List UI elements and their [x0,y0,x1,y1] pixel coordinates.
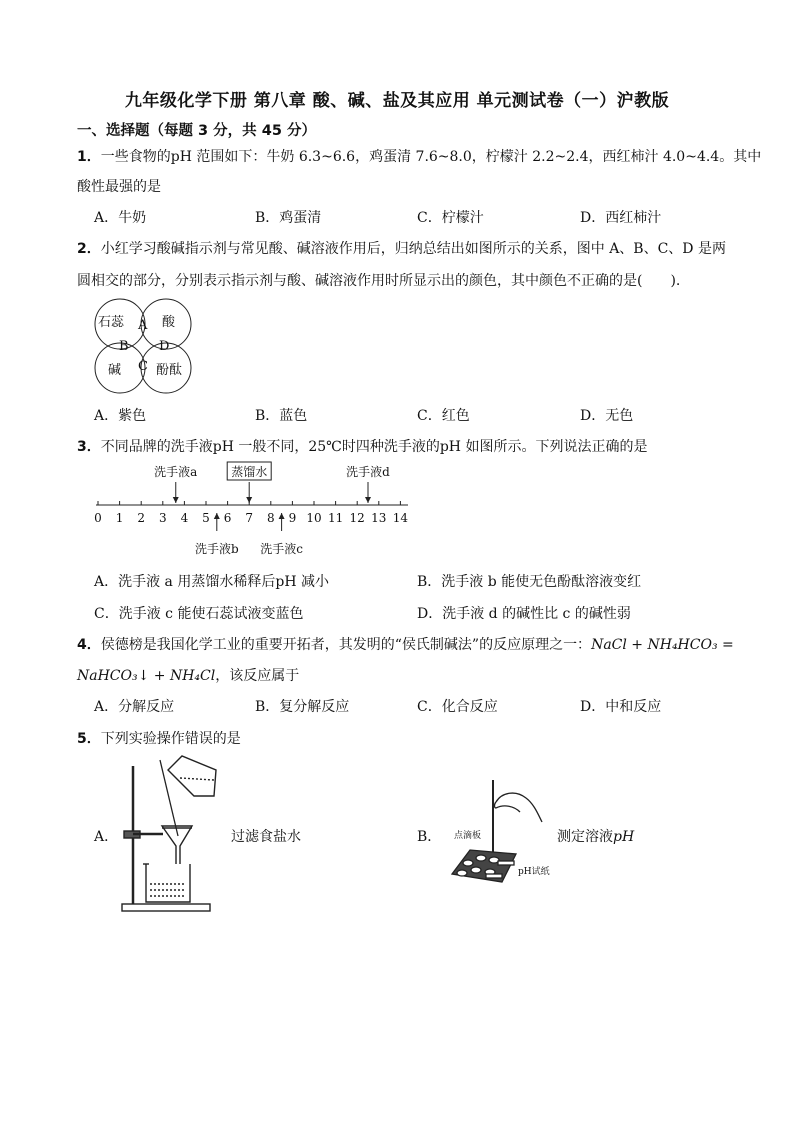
question-5-number: 5． [77,731,101,747]
q5-caption-filtration: 过滤食盐水 [231,829,301,845]
ph-paper-label: pH试纸 [518,867,550,877]
question-1-line-1 [77,146,761,166]
ph-marker-c-arrowhead [279,513,285,519]
venn-region-a: A [138,318,148,333]
ph-tick-label: 6 [223,511,232,525]
question-4-stem-2: ，该反应属于 [215,668,300,684]
question-5-line-1 [77,728,241,748]
q1-option-b[interactable]: B．鸡蛋清 [255,210,322,226]
question-4-line-2 [77,665,299,685]
question-2-stem-2: 圆相交的部分，分别表示指示剂与酸、碱溶液作用时所显示出的颜色，其中颜色不正确的是( ). [77,273,681,289]
q2-option-d[interactable]: D．无色 [580,408,634,424]
ph-tick-label: 9 [288,511,297,525]
venn-label-acid: 酸 [162,315,176,330]
question-4-number: 4． [77,637,101,653]
ph-tick-label: 7 [245,511,254,525]
q1-option-d[interactable]: D．西红柿汁 [580,210,662,226]
ph-tick-label: 1 [115,511,124,525]
q4-option-a[interactable]: A．分解反应 [94,699,175,715]
spot-plate-label: 点滴板 [454,831,482,841]
ph-marker-b-arrowhead [214,513,220,519]
question-3-number: 3． [77,439,101,455]
ph-marker-d-arrowhead [365,497,371,503]
q1-option-c[interactable]: C．柠檬汁 [417,210,484,226]
indicator-venn-diagram [92,298,198,398]
ph-tick-label: 13 [371,511,387,525]
ph-marker-a-arrowhead [173,497,179,503]
venn-label-base: 碱 [108,363,122,378]
q4-option-b[interactable]: B．复分解反应 [255,699,350,715]
q5-option-b[interactable]: B． [417,829,442,845]
filtration-apparatus-figure [118,756,218,916]
ph-marker-c-label: 洗手液c [260,542,303,556]
ph-marker-a-label: 洗手液a [154,465,198,479]
ph-marker-water-arrowhead [246,497,252,503]
q3-option-b[interactable]: B．洗手液 b 能使无色酚酞溶液变红 [417,574,642,590]
question-2-number: 2． [77,241,101,257]
ph-tick-label: 3 [158,511,167,525]
q3-option-c[interactable]: C．洗手液 c 能使石蕊试液变蓝色 [94,606,304,622]
ph-tick-label: 12 [349,511,365,525]
ph-marker-water-label: 蒸馏水 [231,465,268,479]
venn-region-b: B [119,339,129,354]
ph-marker-d-label: 洗手液d [346,465,390,479]
q3-option-a[interactable]: A．洗手液 a 用蒸馏水稀释后pH 减小 [94,574,329,590]
q2-option-b[interactable]: B．蓝色 [255,408,308,424]
q2-option-a[interactable]: A．紫色 [94,408,147,424]
question-4-equation-part-2: NaHCO₃↓ + NH₄Cl [77,668,216,684]
q5-option-a[interactable]: A． [94,829,119,845]
ph-tick-label: 8 [266,511,275,525]
question-4-stem-1: 侯德榜是我国化学工业的重要开拓者，其发明的“侯氏制碱法”的反应原理之一： [100,637,592,653]
ph-tick-label: 11 [327,511,344,525]
q4-option-c[interactable]: C．化合反应 [417,699,498,715]
question-2-stem-1: 小红学习酸碱指示剂与常见酸、碱溶液作用后，归纳总结出如图所示的关系，图中 A、B、C、D 是两 [100,241,726,257]
venn-label-phenolphthalein: 酚酞 [156,363,183,378]
q2-option-c[interactable]: C．红色 [417,408,470,424]
question-1-stem-1: 一些食物的pH 范围如下：牛奶 6.3~6.6，鸡蛋清 7.6~8.0，柠檬汁 2.2~2.4，西红柿汁 4.0~4.4。其中 [100,149,762,165]
ph-tick-label: 5 [202,511,210,525]
question-2-line-1 [77,238,726,258]
question-5-stem-1: 下列实验操作错误的是 [100,731,241,747]
question-3-stem-1: 不同品牌的洗手液pH 一般不同，25℃时四种洗手液的pH 如图所示。下列说法正确的是 [100,439,648,455]
page-title: 九年级化学下册 第八章 酸、碱、盐及其应用 单元测试卷（一）沪教版 [124,91,670,111]
venn-region-d: D [159,339,170,354]
ph-test-apparatus-figure [446,778,550,888]
ph-tick-label: 10 [306,511,322,525]
question-1-number: 1． [77,149,101,165]
ph-scale-figure [88,458,424,564]
question-1-stem-2: 酸性最强的是 [77,179,161,195]
q5-caption-ph-test-text: 测定溶液 [557,829,613,845]
ph-tick-label: 14 [392,511,409,525]
venn-label-litmus: 石蕊 [98,315,125,330]
ph-tick-label: 4 [180,511,189,525]
q1-option-a[interactable]: A．牛奶 [94,210,147,226]
q3-option-d[interactable]: D．洗手液 d 的碱性比 c 的碱性弱 [417,606,631,622]
ph-tick-label: 2 [137,511,146,525]
q5-caption-ph-test [557,826,634,846]
section-heading: 一、选择题（每题 3 分，共 45 分） [77,123,316,139]
question-3-line-1 [77,436,647,456]
question-4-line-1 [77,634,734,654]
q5-caption-ph-symbol: pH [613,829,635,845]
ph-tick-label: 0 [94,511,102,525]
q4-option-d[interactable]: D．中和反应 [580,699,662,715]
ph-marker-b-label: 洗手液b [194,542,239,556]
question-4-equation-part-1: NaCl + NH₄HCO₃ = [591,637,734,653]
venn-region-c: C [138,359,148,374]
